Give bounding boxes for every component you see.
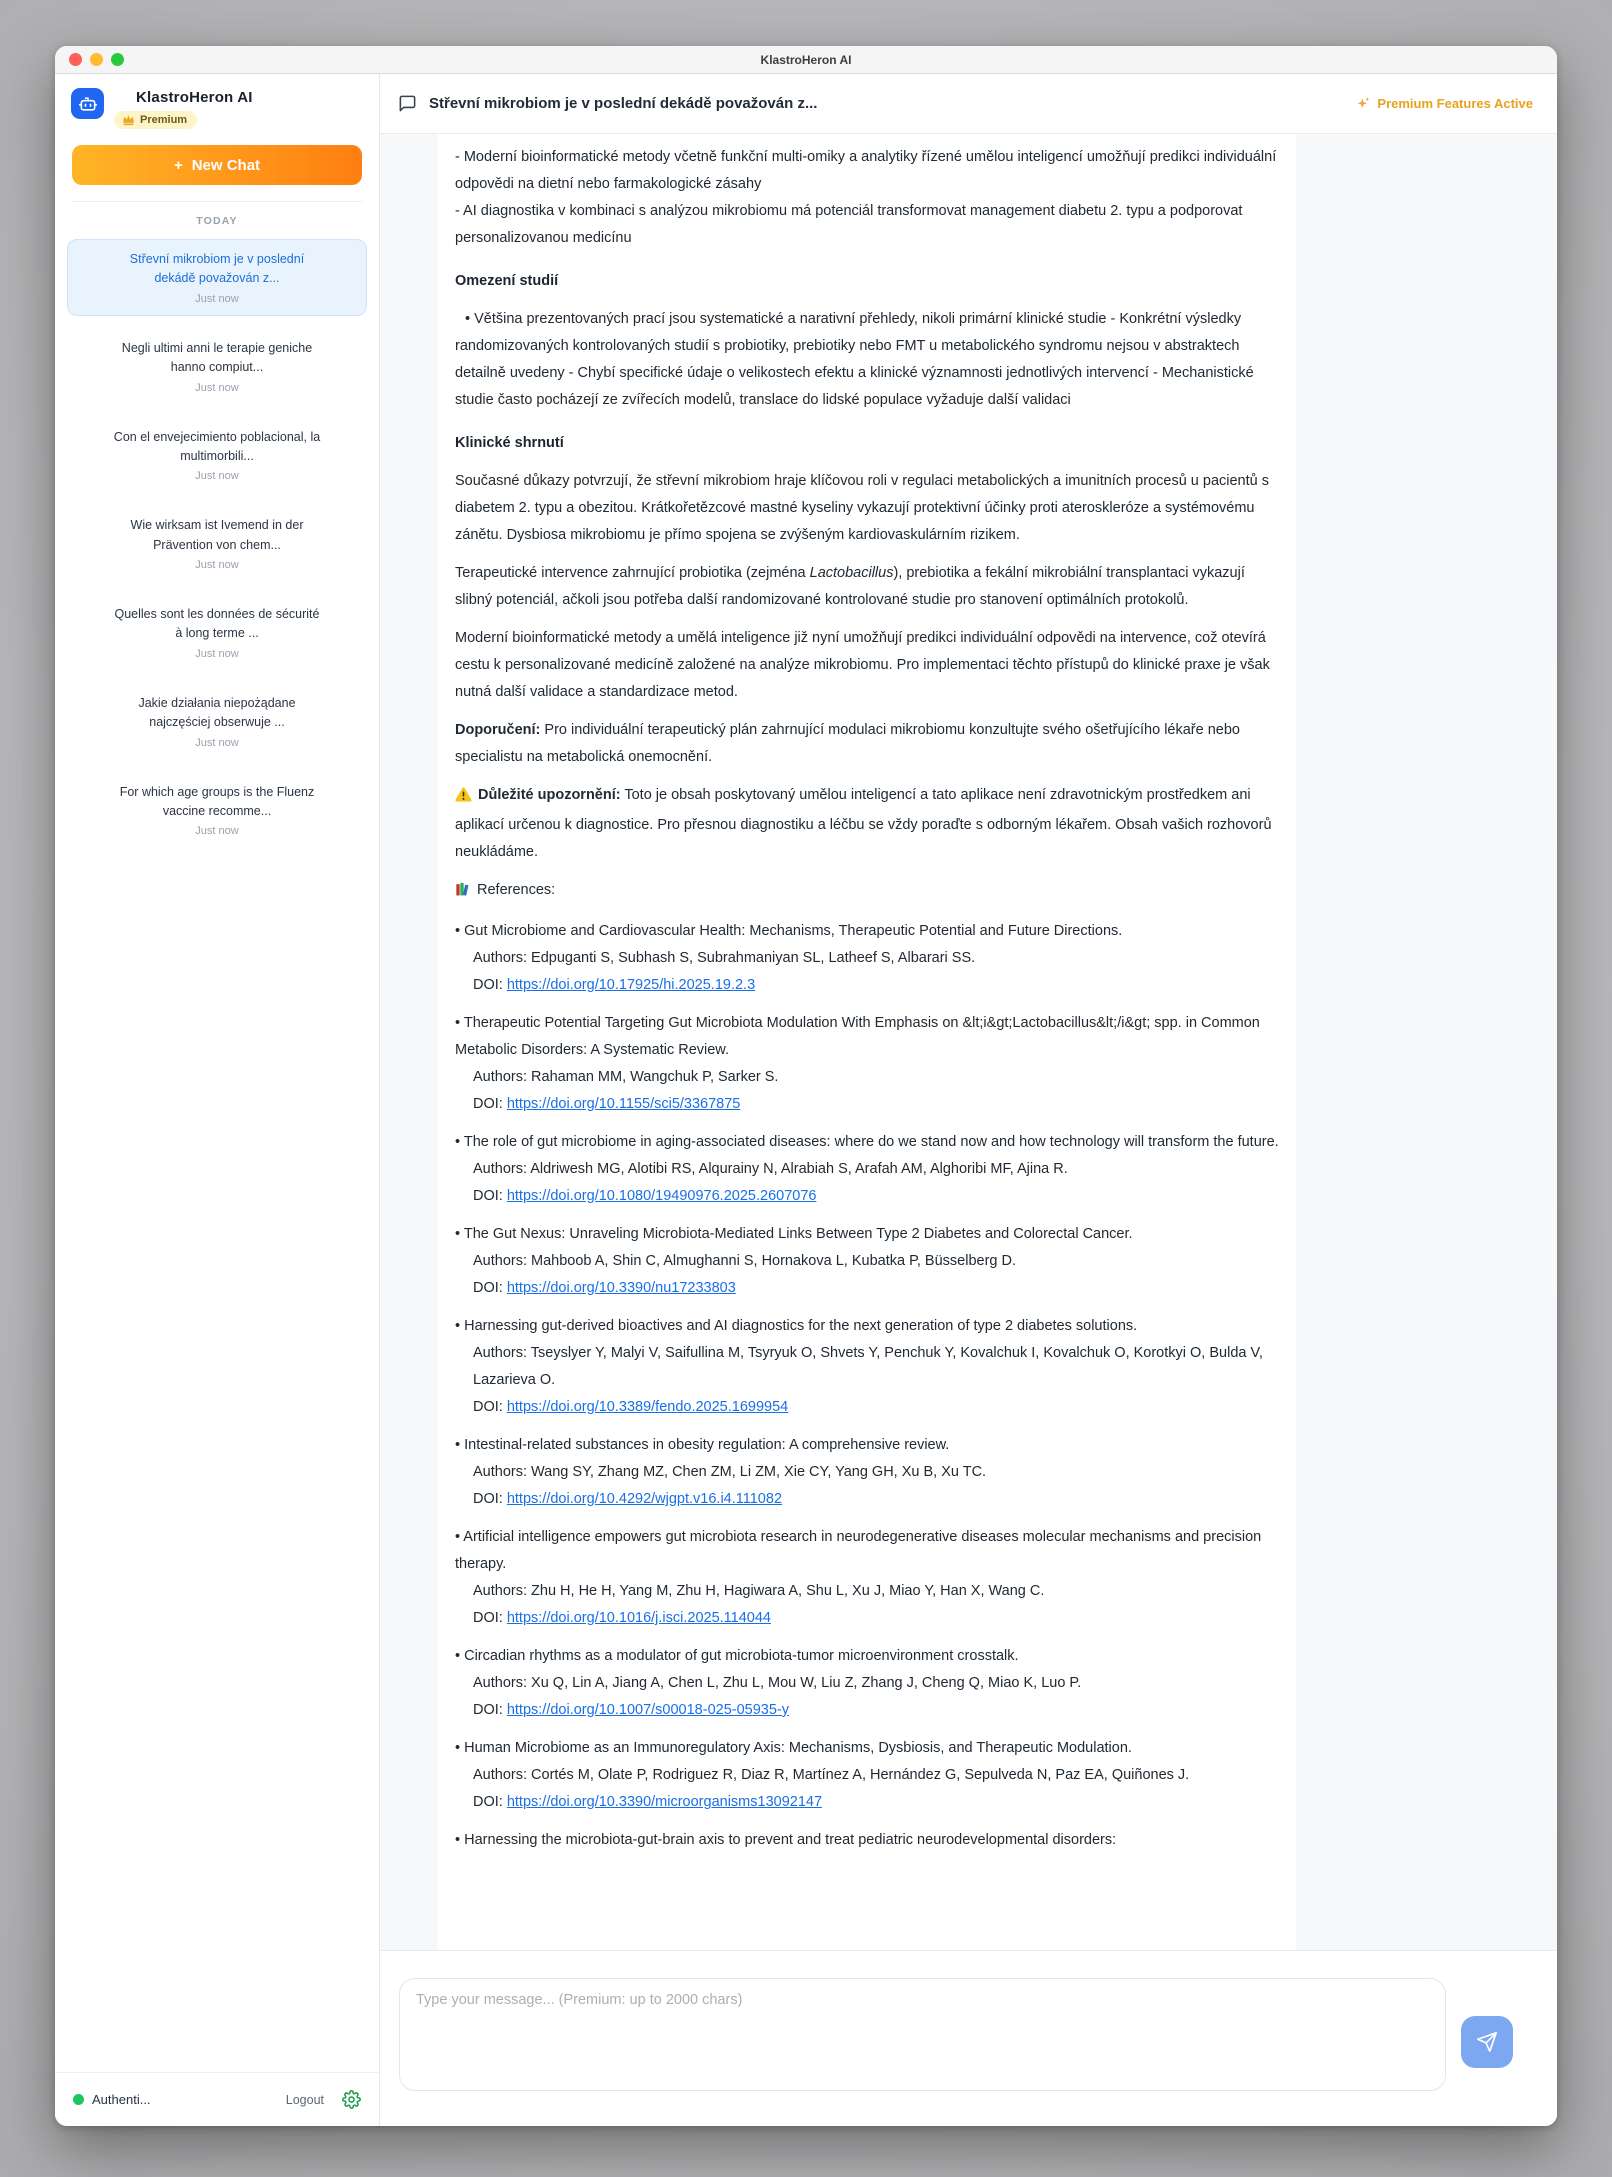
reference-authors: Authors: Aldriwesh MG, Alotibi RS, Alqurainy N, Alrabiah S, Arafah AM, Alghoribi MF, Ajina R. — [473, 1161, 1068, 1177]
sidebar — [55, 74, 380, 2126]
reference-title: • Gut Microbiome and Cardiovascular Health: Mechanisms, Therapeutic Potential and Future Directions. — [455, 923, 1123, 939]
section-heading: Klinické shrnutí — [455, 435, 564, 451]
reference-item — [455, 918, 1280, 999]
chat-item-time: Just now — [195, 647, 239, 660]
chat-item-title: For which age groups is the Fluenz vaccine recomme... — [119, 784, 315, 818]
chat-history-item[interactable] — [67, 594, 367, 671]
sidebar-footer — [55, 2072, 379, 2126]
doi-label: DOI: — [473, 1702, 503, 1718]
reference-title: • Intestinal-related substances in obesity regulation: A comprehensive review. — [455, 1437, 950, 1453]
references-heading — [455, 877, 1280, 907]
reference-doi — [455, 972, 1280, 999]
green-dot — [73, 2094, 84, 2105]
assistant-message — [455, 144, 1280, 1854]
chat-history-item[interactable] — [67, 505, 367, 582]
send-button[interactable] — [1461, 2016, 1513, 2068]
premium-badge-label: Premium — [140, 114, 188, 126]
warning-triangle-icon — [455, 785, 472, 812]
reference-authors: Authors: Cortés M, Olate P, Rodriguez R, Diaz R, Martínez A, Hernández G, Sepulveda N, Paz EA, Quiñones J. — [473, 1767, 1190, 1783]
doi-label: DOI: — [473, 1491, 503, 1507]
chat-history-item[interactable] — [67, 239, 367, 316]
reference-doi — [455, 1275, 1280, 1302]
reference-doi — [455, 1394, 1280, 1421]
doi-label: DOI: — [473, 1188, 503, 1204]
reference-title: • Circadian rhythms as a modulator of gut microbiota-tumor microenvironment crosstalk. — [455, 1648, 1019, 1664]
message-paragraph: Současné důkazy potvrzují, že střevní mikrobiom hraje klíčovou roli v regulaci metabolických a imunitních procesů u pacientů s diabetem 2. typu a obezitou. Krátkořetězcové mastné kyseliny vykazují protektivní účinky proti ateroskleróze a systémovému zánětu. Dysbiosa mikrobiomu je přímo spojena se zvýšeným kardiovaskulárním rizikem. — [455, 473, 1269, 543]
message-line: - AI diagnostika v kombinaci s analýzou mikrobiomu má potenciál transformovat management diabetu 2. typu a podporovat personalizovanou medicínu — [455, 203, 1243, 246]
reference-authors: Authors: Rahaman MM, Wangchuk P, Sarker S. — [473, 1069, 779, 1085]
message-line: - Moderní bioinformatické metody včetně funkční multi-omiky a analytiky řízené umělou inteligencí umožňují predikci individuální odpovědi na dietní nebo farmakologické zásahy — [455, 149, 1277, 192]
logout-button[interactable]: Logout — [285, 2092, 324, 2107]
warning-paragraph — [455, 782, 1280, 866]
chat-item-title: Jakie działania niepożądane najczęściej obserwuje ... — [138, 695, 296, 730]
reference-authors: Authors: Zhu H, He H, Yang M, Zhu H, Hagiwara A, Shu L, Xu J, Miao Y, Han X, Wang C. — [473, 1583, 1045, 1599]
reference-authors: Authors: Tseyslyer Y, Malyi V, Saifullina M, Tsyryuk O, Shvets Y, Penchuk Y, Kovalchuk I, Kovalchuk O, Korotkyi O, Bulda V, Lazarieva O. — [473, 1345, 1263, 1388]
reference-item — [455, 1643, 1280, 1724]
premium-status — [1355, 96, 1533, 112]
reference-title: • Harnessing the microbiota-gut-brain axis to prevent and treat pediatric neurodevelopmental disorders: — [455, 1832, 1117, 1848]
chat-history-item[interactable] — [67, 683, 367, 760]
reference-title: • The role of gut microbiome in aging-associated diseases: where do we stand now and how technology will transform the future. — [455, 1134, 1279, 1150]
chat-item-time: Just now — [195, 736, 239, 749]
recommendation-paragraph — [455, 717, 1280, 771]
gear-icon — [342, 2090, 361, 2109]
reference-item — [455, 1827, 1280, 1854]
chat-item-title: Střevní mikrobiom je v poslední dekádě považován z... — [129, 252, 305, 286]
doi-link[interactable]: https://doi.org/10.1016/j.isci.2025.114044 — [506, 1610, 771, 1626]
window-title: KlastroHeron AI — [760, 52, 852, 67]
warning-label: Důležité upozornění: — [478, 787, 621, 803]
chat-item-title: Negli ultimi anni le terapie geniche hanno compiut... — [121, 340, 313, 375]
doi-label: DOI: — [473, 977, 503, 993]
doi-link[interactable]: https://doi.org/10.3390/microorganisms13092147 — [506, 1794, 823, 1810]
reference-item — [455, 1735, 1280, 1816]
books-icon — [455, 880, 471, 907]
history-section-label: TODAY — [196, 215, 238, 227]
chat-item-title: Wie wirksam ist Ivemend in der Prävention von chem... — [130, 518, 304, 552]
speech-bubble-icon — [398, 94, 417, 113]
reference-authors: Authors: Edpuganti S, Subhash S, Subrahmaniyan SL, Latheef S, Albarari SS. — [473, 950, 976, 966]
reference-authors: Authors: Mahboob A, Shin C, Almughanni S, Hornakova L, Kubatka P, Büsselberg D. — [473, 1253, 1016, 1269]
doi-link[interactable]: https://doi.org/10.1080/19490976.2025.2607076 — [506, 1188, 817, 1204]
reference-doi — [455, 1697, 1280, 1724]
doi-link[interactable]: https://doi.org/10.4292/wjgpt.v16.i4.111082 — [506, 1491, 783, 1507]
reference-title: • Harnessing gut-derived bioactives and AI diagnostics for the next generation of type 2 diabetes solutions. — [455, 1318, 1138, 1334]
text-run: Toto je obsah poskytovaný umělou inteligencí a tato aplikace není zdravotnickým prostředkem ani aplikací určenou k diagnostice. Pro přesnou diagnostiku a léčbu se vždy poraďte s odborným lékařem. Obsah vašich rozhovorů neukládáme. — [455, 787, 1272, 860]
doi-link[interactable]: https://doi.org/10.1155/sci5/3367875 — [506, 1096, 741, 1112]
text-run: ), prebiotika a fekální mikrobiální transplantaci vykazují slibný potenciál, ačkoli jsou potřeba další randomizované kontrolované studie pro stanovení optimálních protokolů. — [455, 565, 1245, 608]
chat-item-time: Just now — [195, 292, 239, 305]
close-button[interactable] — [69, 53, 82, 66]
sidebar-divider — [72, 201, 362, 202]
reference-authors: Authors: Xu Q, Lin A, Jiang A, Chen L, Zhu L, Mou W, Liu Z, Zhang J, Cheng Q, Miao K, Luo P. — [473, 1675, 1082, 1691]
message-paragraph — [455, 560, 1280, 614]
reference-doi — [455, 1605, 1280, 1632]
premium-badge — [114, 111, 197, 129]
chat-item-time: Just now — [195, 559, 239, 571]
reference-item — [455, 1313, 1280, 1421]
window-controls — [69, 46, 124, 73]
chat-history-item[interactable] — [67, 328, 367, 405]
chat-title: Střevní mikrobiom je v poslední dekádě považován z... — [429, 95, 818, 112]
message-bullet: • Většina prezentovaných prací jsou systematické a narativní přehledy, nikoli primární klinické studie - Konkrétní výsledky randomizovaných kontrolovaných studií s probiotiky, prebiotiky nebo FMT u metabolického syndromu nejsou v abstraktech detailně uvedeny - Chybí specifické údaje o velikostech efektu a klinické významnosti jednotlivých intervencí - Mechanistické studie často pocházejí ze zvířecích modelů, translace do lidské populace vyžaduje další validaci — [455, 311, 1254, 408]
composer — [380, 1950, 1557, 2126]
chat-history-item[interactable] — [67, 772, 367, 849]
paper-plane-icon — [1476, 2031, 1498, 2053]
reference-item — [455, 1010, 1280, 1118]
message-input[interactable] — [399, 1978, 1446, 2091]
reference-doi — [455, 1183, 1280, 1210]
text-run: Pro individuální terapeutický plán zahrnující modulaci mikrobiomu konzultujte svého ošetřujícího lékaře nebo specialistu na metabolická onemocnění. — [455, 722, 1240, 765]
minimize-button[interactable] — [90, 53, 103, 66]
app-name: KlastroHeron AI — [136, 89, 253, 106]
references-label: References: — [477, 882, 556, 898]
reference-title: • Therapeutic Potential Targeting Gut Microbiota Modulation With Emphasis on &lt;i&gt;Lactobacillus&lt;/i&gt; spp. in Common Metabolic Disorders: A Systematic Review. — [455, 1015, 1260, 1058]
chat-history-item[interactable] — [67, 417, 367, 494]
doi-label: DOI: — [473, 1096, 503, 1112]
sparkles-icon — [1355, 96, 1371, 112]
reference-doi — [455, 1091, 1280, 1118]
doi-link[interactable]: https://doi.org/10.3389/fendo.2025.1699954 — [506, 1399, 789, 1415]
reference-title: • Human Microbiome as an Immunoregulatory Axis: Mechanisms, Dysbiosis, and Therapeutic Modulation. — [455, 1740, 1132, 1756]
premium-status-label: Premium Features Active — [1377, 96, 1533, 111]
chat-item-time: Just now — [195, 825, 239, 838]
chat-item-title: Con el envejecimiento poblacional, la multimorbili... — [113, 429, 321, 463]
assistant-message-bubble — [438, 134, 1296, 1950]
zoom-button[interactable] — [111, 53, 124, 66]
doi-link[interactable]: https://doi.org/10.17925/hi.2025.19.2.3 — [506, 977, 756, 993]
robot-icon — [71, 88, 104, 119]
chat-history-list — [55, 227, 379, 2072]
chat-header — [380, 74, 1557, 134]
crown-icon — [122, 114, 135, 126]
app-window — [55, 46, 1557, 2126]
auth-status: Authenti... — [92, 2092, 151, 2107]
italic-term: Lactobacillus — [809, 565, 894, 581]
chat-area — [380, 74, 1557, 2126]
recommendation-label: Doporučení: — [455, 722, 541, 738]
doi-link[interactable]: https://doi.org/10.3390/nu17233803 — [506, 1280, 736, 1296]
chat-item-time: Just now — [195, 470, 239, 483]
sidebar-header — [55, 74, 379, 131]
doi-label: DOI: — [473, 1794, 503, 1810]
new-chat-label: New Chat — [191, 156, 261, 174]
section-heading: Omezení studií — [455, 273, 559, 289]
settings-button[interactable] — [342, 2090, 361, 2109]
titlebar — [55, 46, 1557, 74]
reference-doi — [455, 1486, 1280, 1513]
chat-item-time: Just now — [195, 381, 239, 394]
reference-item — [455, 1432, 1280, 1513]
reference-title: • The Gut Nexus: Unraveling Microbiota-Mediated Links Between Type 2 Diabetes and Colorectal Cancer. — [455, 1226, 1133, 1242]
new-chat-button[interactable] — [72, 145, 362, 185]
reference-item — [455, 1524, 1280, 1632]
doi-label: DOI: — [473, 1399, 503, 1415]
reference-title: • Artificial intelligence empowers gut microbiota research in neurodegenerative diseases molecular mechanisms and precision therapy. — [455, 1529, 1262, 1572]
doi-label: DOI: — [473, 1280, 503, 1296]
message-paragraph: Moderní bioinformatické metody a umělá inteligence již nyní umožňují predikci individuální odpovědi na intervence, což otevírá cestu k personalizované medicíně založené na analýze mikrobiomu. Pro implementaci těchto přístupů do klinické praxe je však nutná další validace a standardizace metod. — [455, 630, 1270, 700]
plus-icon: + — [173, 156, 183, 174]
doi-link[interactable]: https://doi.org/10.1007/s00018-025-05935-y — [506, 1702, 789, 1718]
reference-item — [455, 1221, 1280, 1302]
doi-label: DOI: — [473, 1610, 503, 1626]
text-run: Terapeutické intervence zahrnující probiotika (zejména — [455, 565, 810, 581]
reference-item — [455, 1129, 1280, 1210]
chat-scroll-area[interactable] — [380, 134, 1557, 1950]
reference-authors: Authors: Wang SY, Zhang MZ, Chen ZM, Li ZM, Xie CY, Yang GH, Xu B, Xu TC. — [473, 1464, 987, 1480]
chat-item-title: Quelles sont les données de sécurité à long terme ... — [114, 607, 320, 641]
reference-doi — [455, 1789, 1280, 1816]
